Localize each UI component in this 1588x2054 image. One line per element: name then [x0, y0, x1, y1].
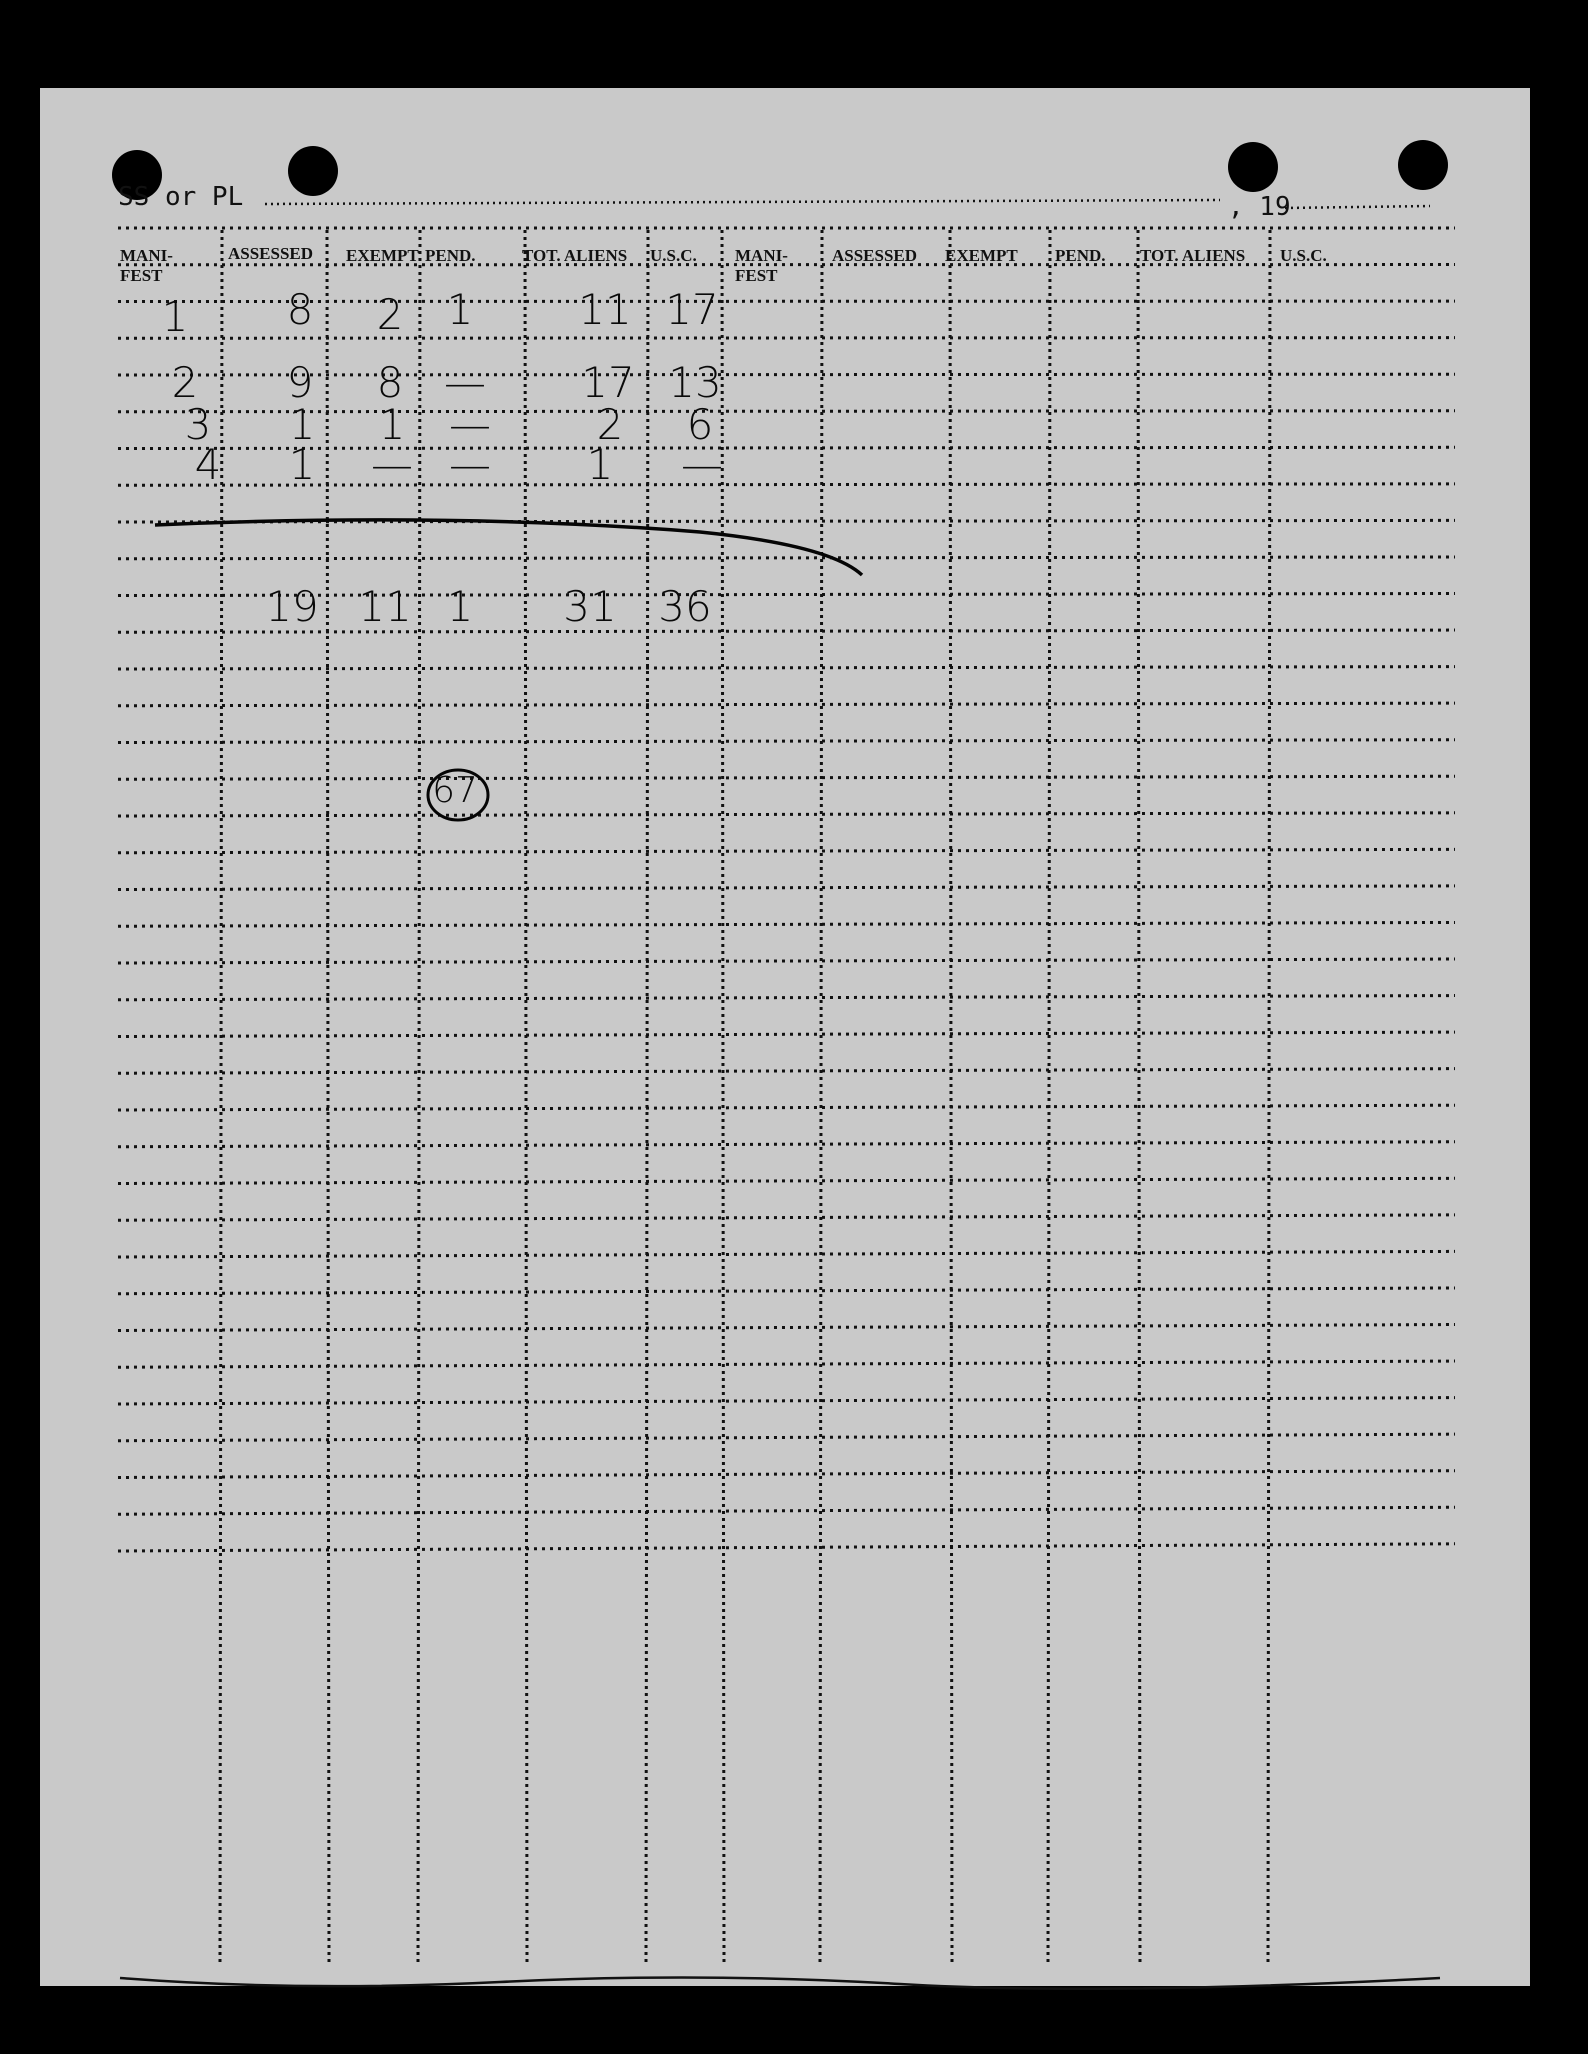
row-rule [118, 1215, 1455, 1220]
row-rule [118, 557, 1455, 559]
column-rule [722, 230, 724, 1962]
col-header-manifest-2: MANI- FEST [735, 246, 788, 285]
circled-grand-total: 67 [432, 770, 478, 811]
row-rule [118, 996, 1455, 1000]
row-rule [118, 922, 1455, 926]
col-header-pend: PEND. [425, 246, 476, 265]
row-rule [118, 813, 1455, 816]
row-rule [118, 1032, 1455, 1036]
col-header-assessed: ASSESSED [228, 244, 314, 263]
row1-exempt: 2 [376, 290, 404, 339]
column-rule [1048, 230, 1050, 1962]
row4-assessed: 1 [288, 440, 316, 489]
row3-tot-aliens: 2 [596, 400, 624, 449]
column-rule [1268, 230, 1270, 1962]
row-rule [118, 886, 1455, 890]
row-rule [118, 1507, 1455, 1514]
header-dotted-line [1285, 206, 1430, 208]
col-header-pend-2: PEND. [1055, 246, 1106, 265]
col-header-exempt: EXEMPT [346, 246, 419, 265]
year-label: , 19 [1228, 192, 1291, 222]
col-header-assessed-2: ASSESSED [832, 246, 918, 265]
bottom-rule [120, 1977, 1440, 1988]
row1-usc: 17 [665, 285, 719, 334]
ss-or-pl-label: SS or PL [118, 182, 244, 212]
row1-pend: 1 [446, 285, 474, 334]
row3-exempt: 1 [378, 400, 406, 449]
row4-exempt: — [371, 440, 413, 489]
row-rule [118, 1178, 1455, 1183]
column-rule [820, 230, 822, 1962]
col-header-usc-2: U.S.C. [1280, 246, 1327, 265]
row2-usc: 13 [668, 358, 722, 407]
total-assessed: 19 [265, 582, 319, 631]
row-rule [118, 1142, 1455, 1147]
column-rule [525, 230, 527, 1962]
row-rule [118, 1288, 1455, 1294]
row-rule [118, 667, 1455, 669]
row2-manifest: 2 [171, 358, 199, 407]
row2-tot-aliens: 17 [581, 358, 635, 407]
row-rule [118, 703, 1455, 706]
row-rule [118, 1069, 1455, 1074]
row4-manifest: 4 [194, 440, 222, 489]
row3-assessed: 1 [288, 400, 316, 449]
row1-manifest: 1 [161, 292, 189, 341]
row-rule [118, 1105, 1455, 1110]
total-exempt: 11 [358, 582, 412, 631]
col-header-tot-aliens: TOT. ALIENS [522, 246, 628, 265]
row2-assessed: 9 [286, 358, 314, 407]
row-rule [118, 959, 1455, 963]
row-rule [118, 776, 1455, 779]
row3-manifest: 3 [184, 400, 212, 449]
row2-exempt: 8 [376, 358, 404, 407]
row-rule [118, 1361, 1455, 1367]
column-rule [327, 230, 329, 1962]
row3-usc: 6 [686, 400, 714, 449]
row4-usc: — [681, 440, 723, 489]
row-rule [118, 1434, 1455, 1441]
row4-pend: — [449, 440, 491, 489]
total-usc: 36 [658, 582, 712, 631]
col-header-tot-aliens-2: TOT. ALIENS [1140, 246, 1246, 265]
column-rule [646, 230, 648, 1962]
row2-pend: — [444, 358, 486, 407]
column-rule [950, 230, 952, 1962]
row-rule [118, 338, 1455, 339]
column-rule [220, 230, 222, 1962]
col-header-usc: U.S.C. [650, 246, 697, 265]
column-rule [418, 230, 420, 1962]
total-tot-aliens: 31 [563, 582, 617, 631]
row1-tot-aliens: 11 [578, 285, 632, 334]
row-rule [118, 1398, 1455, 1404]
row-rule [118, 1325, 1455, 1331]
row-rule [118, 849, 1455, 852]
row-rule [118, 1471, 1455, 1478]
row-rule [118, 1544, 1455, 1551]
col-header-exempt-2: EXEMPT [945, 246, 1018, 265]
total-pend: 1 [446, 582, 474, 631]
row-rule [118, 1251, 1455, 1257]
row1-assessed: 8 [286, 285, 314, 334]
col-header-manifest: MANI- FEST [120, 246, 173, 285]
row-rule [118, 740, 1455, 743]
header-dotted-line [265, 200, 1220, 204]
row3-pend: — [449, 400, 491, 449]
column-rule [1138, 230, 1140, 1962]
handwritten-sum-line [155, 520, 862, 575]
row4-tot-aliens: 1 [586, 440, 614, 489]
